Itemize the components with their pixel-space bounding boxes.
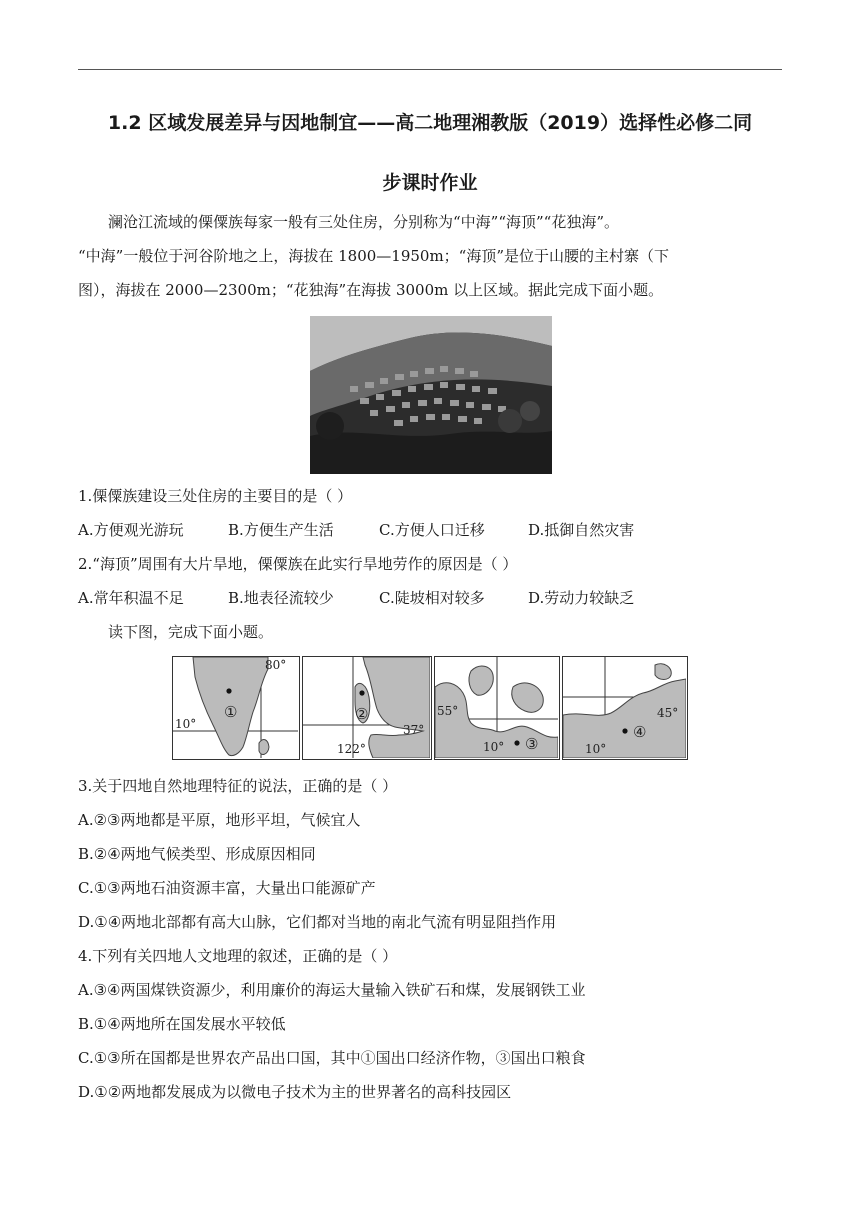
header-rule xyxy=(78,69,782,70)
document-title xyxy=(78,108,782,198)
q3-option-d[interactable]: D.①④两地北部都有高大山脉，它们都对当地的南北气流有明显阻挡作用 xyxy=(78,913,557,931)
map-2-lat-label: 37° xyxy=(403,723,425,737)
q1-option-c[interactable]: C.方便人口迁移 xyxy=(379,521,485,539)
map-4-marker: ④ xyxy=(633,723,647,741)
intro-line-2: “中海”一般位于河谷阶地之上，海拔在 1800—1950m；“海顶”是位于山腰的主村寨（下 xyxy=(78,247,670,265)
q4-option-b[interactable]: B.①④两地所在国发展水平较低 xyxy=(78,1015,286,1033)
intro-line-1: 澜沧江流域的傈僳族每家一般有三处住房，分别称为“中海”“海顶”“花独海”。 xyxy=(108,213,620,231)
q1-option-d[interactable]: D.抵御自然灾害 xyxy=(528,521,635,539)
q3-option-c[interactable]: C.①③两地石油资源丰富，大量出口能源矿产 xyxy=(78,879,376,897)
q2-option-d[interactable]: D.劳动力较缺乏 xyxy=(528,589,635,607)
question-2-stem: 2.“海顶”周围有大片旱地，傈僳族在此实行旱地劳作的原因是（ ） xyxy=(78,555,518,573)
q4-option-d[interactable]: D.①②两地都发展成为以微电子技术为主的世界著名的高科技园区 xyxy=(78,1083,512,1101)
question-2-options xyxy=(78,588,782,608)
title-line-2: 步课时作业 xyxy=(382,172,478,194)
map-4-lat-label: 45° xyxy=(657,706,679,720)
map-4-lon-label: 10° xyxy=(585,742,607,756)
q3-option-b[interactable]: B.②④两地气候类型、形成原因相同 xyxy=(78,845,316,863)
q1-option-b[interactable]: B.方便生产生活 xyxy=(228,521,334,539)
q3-option-a[interactable]: A.②③两地都是平原，地形平坦，气候宜人 xyxy=(78,811,361,829)
question-1-options xyxy=(78,520,782,540)
map-1 xyxy=(172,656,300,760)
question-3-stem: 3.关于四地自然地理特征的说法，正确的是（ ） xyxy=(78,777,398,795)
map-4 xyxy=(562,656,688,760)
map-1-marker: ① xyxy=(224,703,238,721)
four-region-maps xyxy=(172,656,688,760)
read-instruction: 读下图，完成下面小题。 xyxy=(108,623,274,641)
q1-option-a[interactable]: A.方便观光游玩 xyxy=(78,521,184,539)
map-3-lat-label: 55° xyxy=(437,704,459,718)
map-3-marker: ③ xyxy=(525,735,539,753)
question-4-stem: 4.下列有关四地人文地理的叙述，正确的是（ ） xyxy=(78,947,398,965)
map-2 xyxy=(302,656,432,760)
map-2-lon-label: 122° xyxy=(337,742,366,756)
map-3-lon-label: 10° xyxy=(483,740,505,754)
q4-option-c[interactable]: C.①③所在国都是世界农产品出口国，其中①国出口经济作物，③国出口粮食 xyxy=(78,1049,586,1067)
map-1-lat-label: 10° xyxy=(175,717,197,731)
q2-option-b[interactable]: B.地表径流较少 xyxy=(228,589,334,607)
map-2-marker: ② xyxy=(355,705,369,723)
q2-option-a[interactable]: A.常年积温不足 xyxy=(78,589,184,607)
q4-option-a[interactable]: A.③④两国煤铁资源少，利用廉价的海运大量输入铁矿石和煤，发展钢铁工业 xyxy=(78,981,586,999)
map-1-lon-label: 80° xyxy=(265,658,287,672)
intro-line-3: 图），海拔在 2000—2300m；“花独海”在海拔 3000m 以上区域。据此完成下面小题。 xyxy=(78,281,664,299)
village-photo xyxy=(310,316,552,474)
map-3 xyxy=(434,656,560,760)
question-1-stem: 1.傈僳族建设三处住房的主要目的是（ ） xyxy=(78,487,353,505)
title-line-1: 1.2 区域发展差异与因地制宜——高二地理湘教版（2019）选择性必修二同 xyxy=(107,112,753,134)
q2-option-c[interactable]: C.陡坡相对较多 xyxy=(379,589,485,607)
